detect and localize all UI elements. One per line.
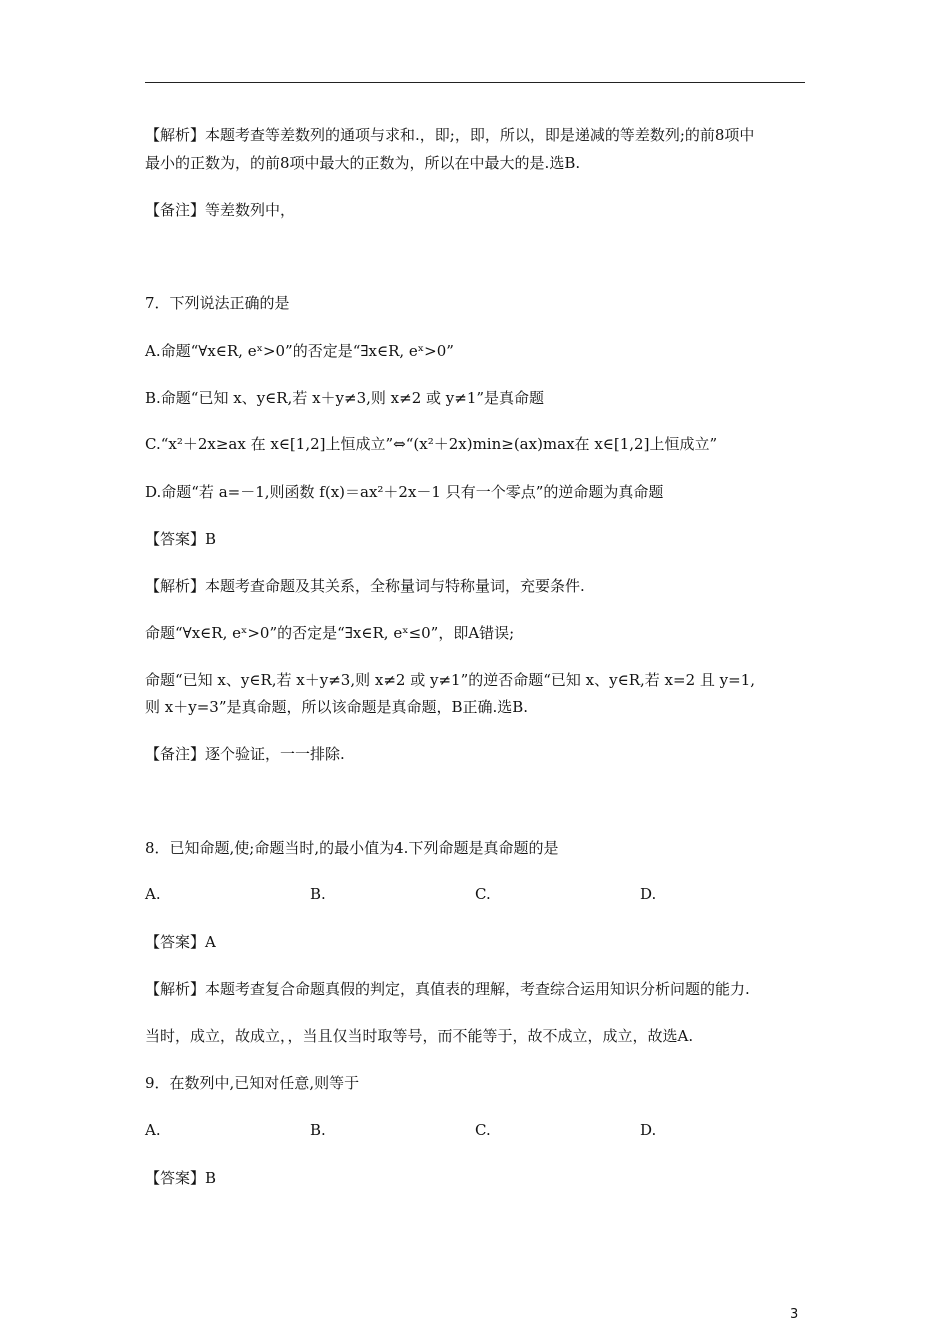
question-8-analysis-2: 当时，成立，故成立，，当且仅当时取等号，而不能等于，故不成立，成立，故选A. <box>145 1027 694 1045</box>
question-7-option-c: C.“x²＋2x≥ax 在 x∈[1,2]上恒成立”⇔“(x²＋2x)min≥(ax)max在 x∈[1,2]上恒成立” <box>145 435 718 453</box>
question-8-options <box>145 885 745 905</box>
header-rule <box>145 82 805 83</box>
question-9-option-d: D. <box>640 1121 657 1139</box>
analysis-line-1: 【解析】本题考查等差数列的通项与求和.，即;，即，所以，即是递减的等差数列;的前8项中 <box>145 126 755 144</box>
question-8-stem: 8．已知命题,使;命题当时,的最小值为4.下列命题是真命题的是 <box>145 839 559 857</box>
question-7-stem: 7．下列说法正确的是 <box>145 294 290 312</box>
question-9-option-c: C. <box>475 1121 491 1139</box>
question-8-analysis-1: 【解析】本题考查复合命题真假的判定，真值表的理解，考查综合运用知识分析问题的能力. <box>145 980 750 998</box>
analysis-line-2: 最小的正数为，的前8项中最大的正数为，所以在中最大的是.选B. <box>145 154 581 172</box>
question-9-answer: 【答案】B <box>145 1169 217 1187</box>
question-8-option-d: D. <box>640 885 657 903</box>
question-8-option-c: C. <box>475 885 491 903</box>
question-7-option-b: B.命题“已知 x、y∈R,若 x＋y≠3,则 x≠2 或 y≠1”是真命题 <box>145 389 545 407</box>
question-8-option-b: B. <box>310 885 326 903</box>
question-7-analysis-4: 则 x＋y=3”是真命题，所以该命题是真命题，B正确.选B. <box>145 698 529 716</box>
question-7-analysis-2: 命题“∀x∈R, eˣ>0”的否定是“∃x∈R, eˣ≤0”，即A错误; <box>145 624 515 642</box>
question-9-options <box>145 1121 745 1141</box>
remark-line: 【备注】等差数列中， <box>145 201 296 219</box>
question-7-remark: 【备注】逐个验证，一一排除. <box>145 745 345 763</box>
question-9-option-a: A. <box>145 1121 161 1139</box>
question-7-analysis-1: 【解析】本题考查命题及其关系，全称量词与特称量词，充要条件. <box>145 577 585 595</box>
question-8-option-a: A. <box>145 885 161 903</box>
question-8-answer: 【答案】A <box>145 933 216 951</box>
question-9-stem: 9．在数列中,已知对任意,则等于 <box>145 1074 360 1092</box>
page-number: 3 <box>790 1307 799 1322</box>
question-7-analysis-3: 命题“已知 x、y∈R,若 x＋y≠3,则 x≠2 或 y≠1”的逆否命题“已知 x、y∈R,若 x=2 且 y=1, <box>145 671 756 689</box>
question-7-option-d: D.命题“若 a=－1,则函数 f(x)＝ax²＋2x－1 只有一个零点”的逆命题为真命题 <box>145 483 664 501</box>
question-7-option-a: A.命题“∀x∈R, eˣ>0”的否定是“∃x∈R, eˣ>0” <box>145 342 454 360</box>
question-9-option-b: B. <box>310 1121 326 1139</box>
question-7-answer: 【答案】B <box>145 530 217 548</box>
